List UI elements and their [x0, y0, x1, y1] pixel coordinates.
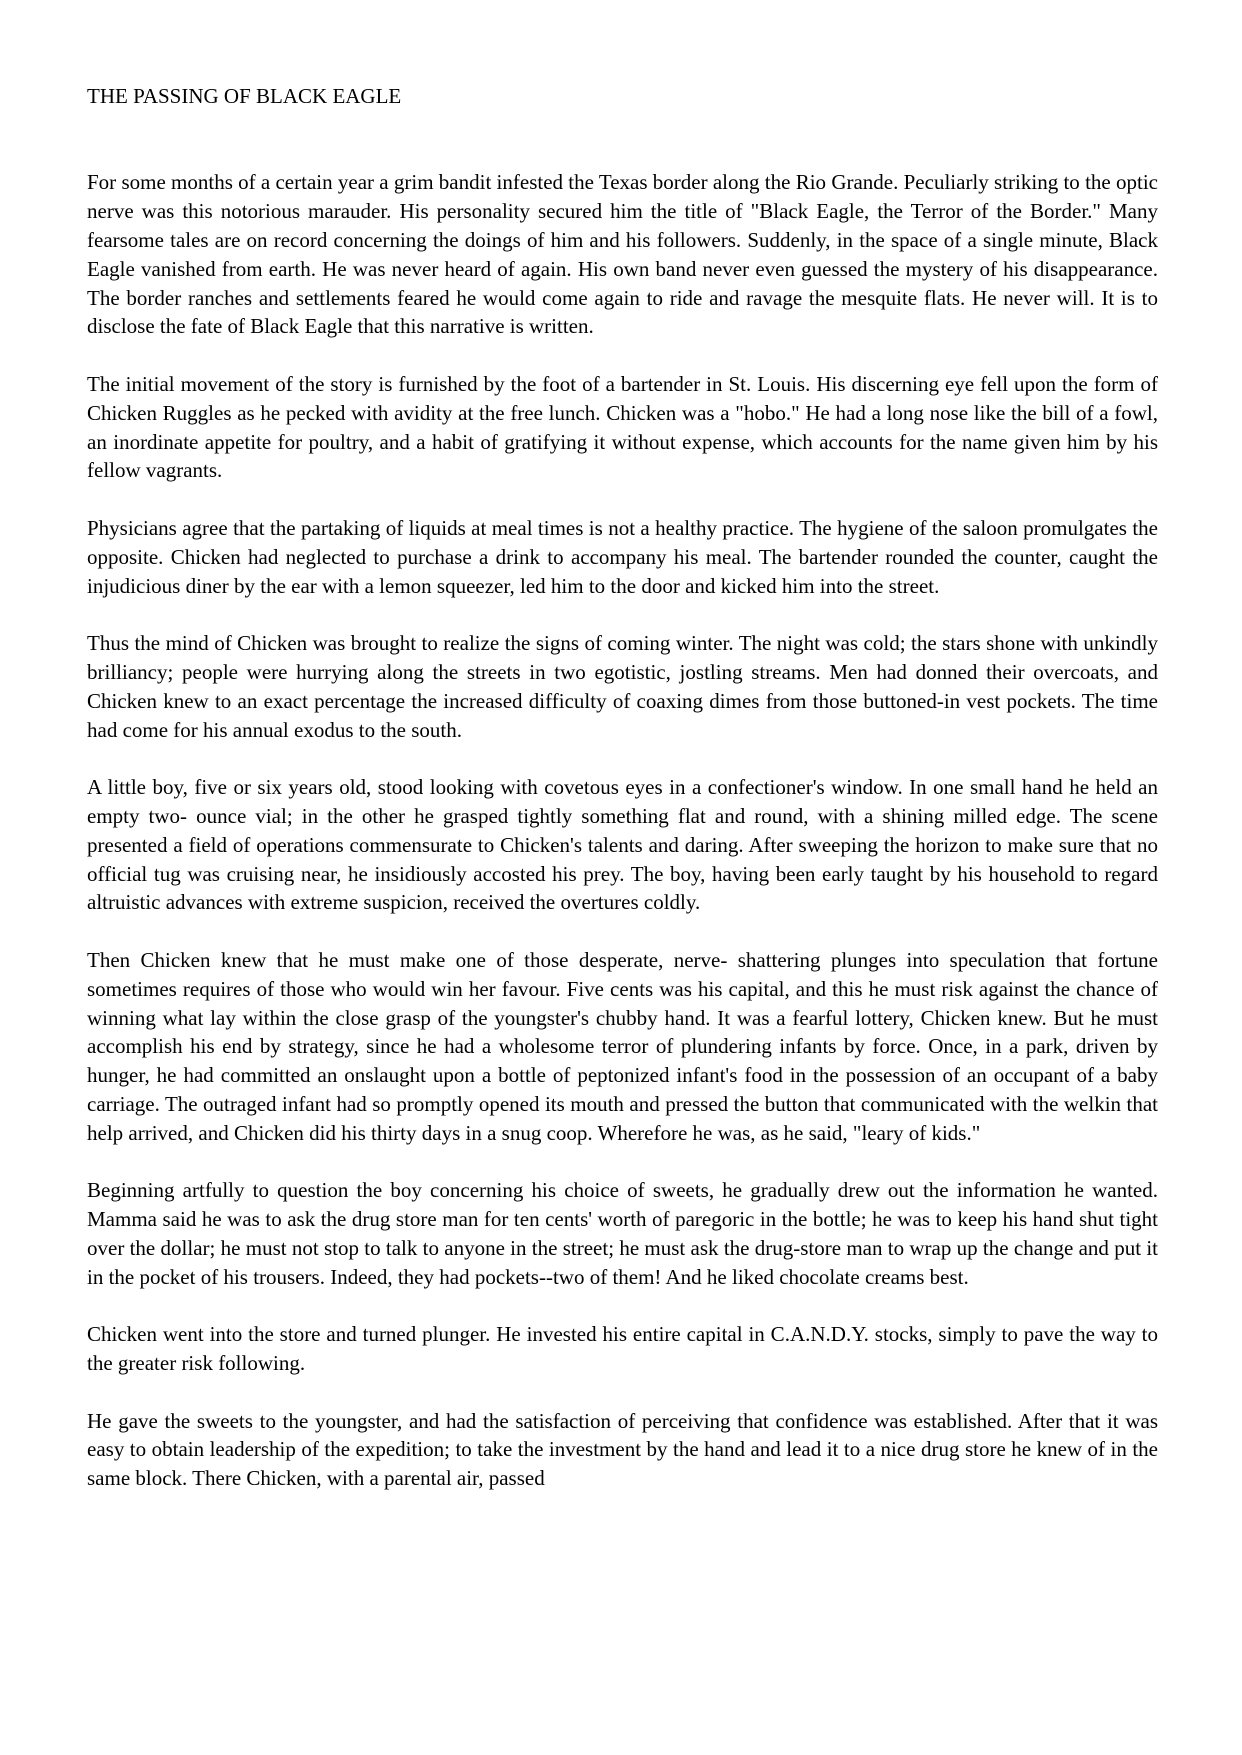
paragraph: The initial movement of the story is furnished by the foot of a bartender in St. Louis. His discerning eye fell upon the form of Chicken Ruggles as he pecked with avidity at the free lunch. Chicken was a "hobo." He had a long nose like the bill of a fowl, an inordinate appetite for poultry, and a habit of gratifying it without expense, which accounts for the name given him by his fellow vagrants. [87, 371, 1158, 483]
paragraph: Chicken went into the store and turned plunger. He invested his entire capital in C.A.N.D.Y. stocks, simply to pave the way to the greater risk following. [87, 1322, 1158, 1376]
paragraph: Beginning artfully to question the boy concerning his choice of sweets, he gradually drew out the information he wanted. Mamma said he was to ask the drug store man for ten cents' worth of paregoric in the bottle; he was to keep his hand shut tight over the dollar; he must not stop to talk to anyone in the street; he must ask the drug-store man to wrap up the change and put it in the pocket of his trousers. Indeed, they had pockets--two of them! And he liked chocolate creams best. [87, 1178, 1158, 1289]
paragraph: A little boy, five or six years old, stood looking with covetous eyes in a confectioner's window. In one small hand he held an empty two- ounce vial; in the other he grasped tightly something flat and round, with a shining milled edge. The scene presented a field of operations commensurate to Chicken's talents and daring. After sweeping the horizon to make sure that no official tug was cruising near, he insidiously accosted his prey. The boy, having been early taught by his household to regard altruistic advances with extreme suspicion, received the overtures coldly. [87, 775, 1158, 915]
document-page [87, 82, 1158, 1522]
paragraph: For some months of a certain year a grim bandit infested the Texas border along the Rio Grande. Peculiarly striking to the optic nerve was this notorious marauder. His personality secured him the title of "Black Eagle, the Terror of the Border." Many fearsome tales are on record concerning the doings of him and his followers. Suddenly, in the space of a single minute, Black Eagle vanished from earth. He was never heard of again. His own band never even guessed the mystery of his disappearance. The border ranches and settlements feared he would come again to ride and ravage the mesquite flats. He never will. It is to disclose the fate of Black Eagle that this narrative is written. [87, 170, 1158, 339]
paragraph: He gave the sweets to the youngster, and had the satisfaction of perceiving that confidence was established. After that it was easy to obtain leadership of the expedition; to take the investment by the hand and lead it to a nice drug store he knew of in the same block. There Chicken, with a parental air, passed [87, 1408, 1158, 1491]
story-title: THE PASSING OF BLACK EAGLE [87, 84, 402, 108]
paragraph: Physicians agree that the partaking of liquids at meal times is not a healthy practice. The hygiene of the saloon promulgates the opposite. Chicken had neglected to purchase a drink to accompany his meal. The bartender rounded the counter, caught the injudicious diner by the ear with a lemon squeezer, led him to the door and kicked him into the street. [87, 515, 1158, 598]
paragraph: Then Chicken knew that he must make one of those desperate, nerve- shattering plunges into speculation that fortune sometimes requires of those who would win her favour. Five cents was his capital, and this he must risk against the chance of winning what lay within the close grasp of the youngster's chubby hand. It was a fearful lottery, Chicken knew. But he must accomplish his end by strategy, since he had a wholesome terror of plundering infants by force. Once, in a park, driven by hunger, he had committed an onslaught upon a bottle of peptonized infant's food in the possession of an occupant of a baby carriage. The outraged infant had so promptly opened its mouth and pressed the button that communicated with the welkin that help arrived, and Chicken did his thirty days in a snug coop. Wherefore he was, as he said, "leary of kids." [87, 947, 1158, 1145]
paragraph: Thus the mind of Chicken was brought to realize the signs of coming winter. The night was cold; the stars shone with unkindly brilliancy; people were hurrying along the streets in two egotistic, jostling streams. Men had donned their overcoats, and Chicken knew to an exact percentage the increased difficulty of coaxing dimes from those buttoned-in vest pockets. The time had come for his annual exodus to the south. [87, 631, 1158, 742]
